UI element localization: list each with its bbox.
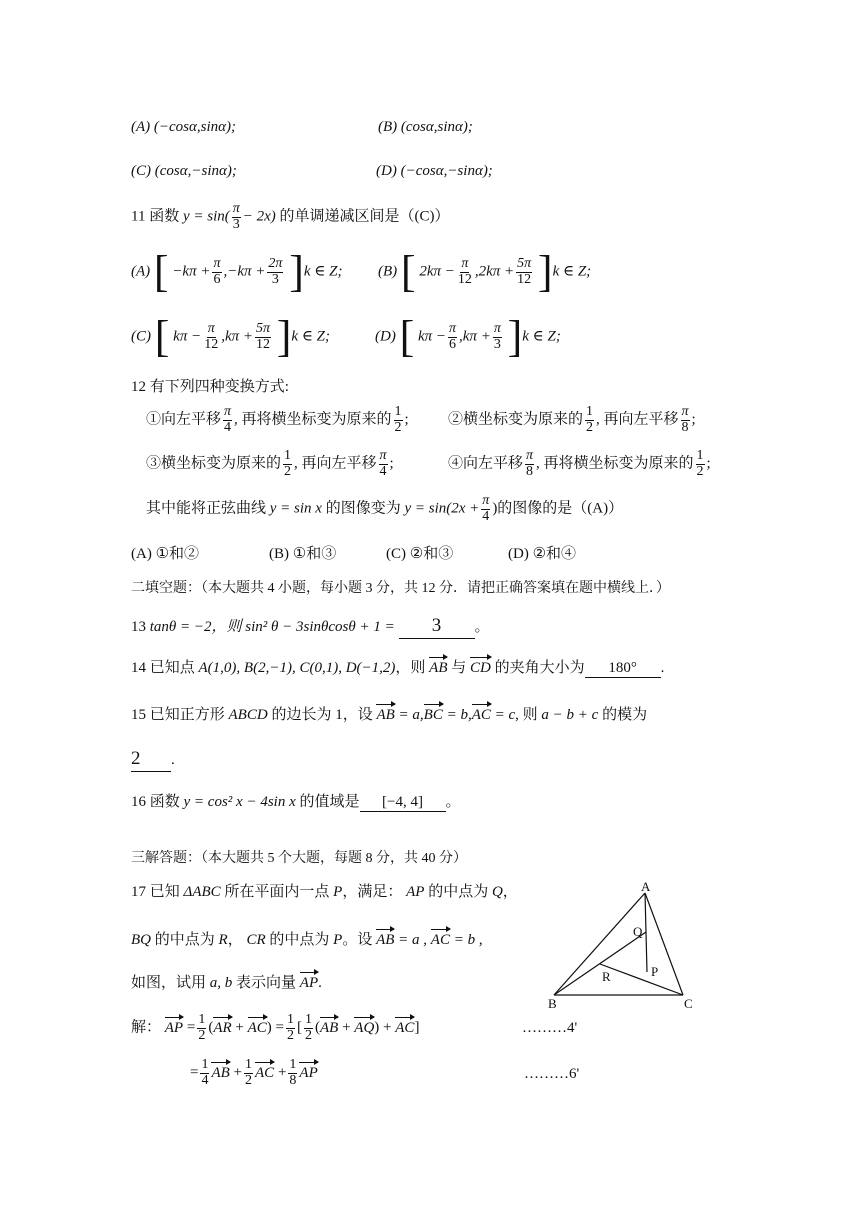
math-expr: + (235, 1019, 244, 1036)
q12-title: 12 有下列四种变换方式: (131, 379, 289, 395)
answer-blank: [−4, 4] (360, 793, 446, 812)
question-text: 的单调递减区间是（(C)） (279, 208, 450, 225)
math-expr: − 2x) (242, 208, 276, 225)
q12-stem (146, 494, 623, 524)
numerator: 1 (394, 404, 402, 419)
fraction (244, 1058, 253, 1088)
q12-way-1 (146, 405, 409, 435)
math-expr: ] (414, 1019, 420, 1036)
section-2-heading: 二填空题：（本大题共 4 小题，每小题 3 分，共 12 分．请把正确答案填在题中横线上．） (131, 581, 670, 596)
question-text: 表示向量 (236, 975, 297, 991)
label-r: R (602, 969, 611, 984)
label-a: A (641, 880, 651, 894)
punctuation: . (171, 752, 175, 768)
fraction (197, 1013, 206, 1043)
fraction (696, 449, 705, 479)
q13 (131, 615, 490, 639)
fraction (394, 405, 403, 435)
segment-cr (600, 964, 683, 995)
vector: AP (164, 1019, 184, 1036)
math-expr: sin² θ − 3sinθcosθ + 1 = (245, 619, 395, 635)
q17-solution-line-2 (190, 1058, 318, 1088)
q16 (131, 793, 461, 812)
way-text: , 再将横坐标变为原来的 (234, 411, 392, 428)
q12-way-4 (448, 449, 711, 479)
math-expr: kπ − (173, 328, 202, 345)
vector: AB (429, 660, 448, 676)
question-text: 的中点为 (428, 884, 489, 900)
math-expr: ) = (266, 1019, 284, 1036)
fraction (457, 257, 473, 287)
q17-line-2 (131, 931, 483, 949)
math-expr: k ∈ Z; (303, 263, 343, 280)
fraction (232, 202, 241, 232)
math-expr: ,−kπ + (223, 263, 266, 280)
q11-option-a (131, 247, 343, 296)
question-text: 其中能将正弦曲线 (146, 500, 267, 517)
question-text: 与 (451, 660, 467, 676)
label-p: P (651, 964, 659, 979)
vector: CD (470, 660, 491, 676)
q12-way-3 (146, 449, 394, 479)
math-expr: y = sin(2x + (404, 500, 480, 517)
denominator: 8 (526, 463, 534, 479)
vector: AC (471, 707, 491, 723)
question-text: 的边长为 1，设 (271, 707, 373, 723)
numerator: π (681, 404, 689, 419)
q10-option-b (378, 118, 473, 136)
denominator: 6 (449, 336, 457, 352)
side-ab (554, 893, 645, 995)
math-expr: Q (491, 884, 503, 900)
vector: AP (299, 1064, 318, 1081)
math-expr: y = sin x (269, 500, 322, 517)
numerator: 1 (287, 1012, 294, 1027)
question-number: 13 (131, 619, 146, 635)
option-label: (B) (378, 119, 398, 135)
fraction (200, 1058, 209, 1088)
option-label: (D) (376, 163, 397, 179)
question-text: 15 已知正方形 (131, 707, 225, 723)
question-text: 的图像变为 (325, 500, 401, 517)
numerator: 2π (268, 255, 283, 271)
question-text: 16 函数 (131, 794, 180, 810)
way-text: , 再向左平移 (596, 411, 679, 428)
denominator: 2 (284, 463, 292, 479)
side-ac (645, 893, 683, 995)
question-text: )的图像的是（(A)） (492, 500, 624, 517)
denominator: 3 (271, 271, 279, 287)
math-expr: kπ − (417, 328, 447, 345)
math-expr: ,2kπ + (474, 263, 515, 280)
math-expr: = a, (398, 707, 424, 723)
math-expr: = (190, 1064, 199, 1081)
denominator: 4 (482, 508, 490, 524)
math-expr: + (233, 1064, 243, 1081)
denominator: 8 (289, 1072, 297, 1088)
math-expr: [ (297, 1019, 302, 1036)
segment-bq (554, 932, 646, 995)
q12-way-2 (448, 405, 696, 435)
fraction (481, 494, 490, 524)
label-q: Q (633, 924, 643, 939)
fraction (283, 449, 292, 479)
way-text: , 再向左平移 (294, 455, 377, 472)
fraction (288, 1058, 297, 1088)
vector: AC (247, 1019, 267, 1036)
way-text: ; (691, 411, 696, 428)
vector: AP (299, 975, 319, 991)
fraction (203, 322, 219, 352)
math-expr: ) + (374, 1019, 392, 1036)
math-expr: CR (246, 932, 266, 948)
fraction (223, 405, 232, 435)
option-a: (A) ①和② (131, 546, 200, 562)
numerator: 5π (256, 320, 271, 336)
q10-option-c (131, 162, 237, 180)
numerator: π (461, 255, 469, 271)
left-bracket: [ (399, 312, 415, 361)
right-bracket: ] (289, 247, 304, 296)
q17-line-1 (131, 883, 518, 901)
denominator: 2 (394, 419, 402, 435)
math-expr: ( (315, 1019, 320, 1036)
math-expr: ΔABC (183, 884, 221, 900)
question-text: 的夹角大小为 (494, 660, 585, 676)
vector: AB (376, 932, 395, 948)
option-label: (A) (131, 263, 151, 280)
numerator: 1 (289, 1057, 297, 1072)
fraction (304, 1013, 313, 1043)
denominator: 2 (287, 1027, 294, 1043)
left-bracket: [ (154, 312, 170, 361)
vector: BC (423, 707, 443, 723)
option-label: (D) (375, 328, 396, 345)
denominator: 12 (256, 336, 270, 352)
denominator: 4 (379, 463, 387, 479)
numerator: 1 (284, 448, 292, 463)
fraction (516, 257, 532, 287)
denominator: 8 (681, 419, 689, 435)
math-expr: + (342, 1019, 351, 1036)
numerator: π (213, 255, 221, 271)
math-expr: tanθ = −2，则 (149, 619, 242, 635)
right-bracket: ] (537, 247, 553, 296)
math-expr: ,kπ + (221, 328, 253, 345)
fraction (525, 449, 534, 479)
question-text: 14 已知点 (131, 660, 195, 676)
vector: AQ (354, 1019, 375, 1036)
fraction (681, 405, 690, 435)
option-text: (cosα,−sinα); (154, 163, 237, 179)
punctuation: 。 (474, 619, 490, 635)
left-bracket: [ (400, 247, 416, 296)
option-label: (C) (131, 328, 151, 345)
option-b: (B) ①和③ (269, 546, 337, 562)
math-expr: k ∈ Z; (552, 263, 592, 280)
numerator: π (224, 404, 232, 419)
math-expr: = c, (494, 707, 519, 723)
question-text: 所在平面内一点 (224, 884, 330, 900)
question-text: ， (502, 884, 518, 900)
math-expr: R (218, 932, 228, 948)
denominator: 2 (305, 1027, 312, 1043)
vector: AC (430, 932, 450, 948)
math-expr: ( (208, 1019, 214, 1036)
vector: AB (211, 1064, 230, 1081)
way-text: ④向左平移 (448, 455, 524, 472)
way-text: ③横坐标变为原来的 (146, 455, 282, 472)
punctuation: . (660, 660, 665, 676)
denominator: 3 (232, 216, 240, 232)
option-label: (B) (378, 263, 398, 280)
way-text: ①向左平移 (146, 411, 222, 428)
vector: AC (255, 1064, 275, 1081)
math-expr: y = cos² x − 4sin x (183, 794, 296, 810)
numerator: 1 (201, 1057, 209, 1072)
numerator: 5π (517, 255, 532, 271)
fraction (267, 257, 283, 287)
numerator: 1 (696, 448, 704, 463)
math-expr: A(1,0), B(2,−1), C(0,1), D(−1,2) (198, 660, 396, 676)
score-mark-4: ………4' (522, 1020, 578, 1036)
q17-line-3 (131, 974, 322, 992)
question-text: ， (227, 932, 243, 948)
left-bracket: [ (153, 247, 169, 296)
question-text: 17 已知 (131, 884, 180, 900)
numerator: π (482, 493, 490, 508)
math-expr: ABCD (228, 707, 268, 723)
q17-solution-line-1 (131, 1013, 419, 1043)
numerator: 1 (305, 1012, 312, 1027)
numerator: π (232, 201, 240, 216)
q11-option-c (131, 312, 331, 361)
fraction (448, 322, 457, 352)
math-expr: 2kπ − (419, 263, 455, 280)
math-expr: P (333, 932, 343, 948)
q10-option-a (131, 118, 236, 136)
q11-option-d (375, 312, 561, 361)
q11-option-b (378, 247, 592, 296)
question-text: 则 (522, 707, 538, 723)
math-expr: BQ (131, 932, 151, 948)
math-expr: = b, (446, 707, 472, 723)
question-text: 如图，试用 (131, 975, 207, 991)
option-text: (−cosα,−sinα); (400, 163, 493, 179)
q11-stem (131, 202, 450, 232)
question-text: ，满足： (342, 884, 403, 900)
question-text: 的中点为 (154, 932, 215, 948)
vector: AR (213, 1019, 232, 1036)
right-bracket: ] (507, 312, 523, 361)
numerator: 1 (198, 1012, 206, 1027)
numerator: π (207, 320, 215, 336)
option-text: (cosα,sinα); (400, 119, 473, 135)
math-expr: k ∈ Z; (291, 328, 331, 345)
numerator: π (379, 448, 387, 463)
denominator: 2 (696, 463, 704, 479)
numerator: 1 (586, 404, 594, 419)
q15-answer-line (131, 748, 175, 772)
numerator: π (493, 320, 501, 336)
denominator: 2 (586, 419, 594, 435)
option-label: (A) (131, 119, 151, 135)
fraction (493, 322, 502, 352)
fraction (212, 257, 221, 287)
numerator: π (449, 320, 457, 336)
way-text: ; (404, 411, 409, 428)
math-expr: a, b (209, 975, 233, 991)
denominator: 2 (198, 1027, 206, 1043)
denominator: 4 (224, 419, 232, 435)
question-text: ，则 (395, 660, 426, 676)
option-label: (C) (131, 163, 151, 179)
vector: AB (320, 1019, 339, 1036)
math-expr: AP (406, 884, 425, 900)
denominator: 12 (517, 271, 532, 287)
option-text: (−cosα,sinα); (153, 119, 237, 135)
numerator: 1 (245, 1057, 253, 1072)
answer-blank: 3 (399, 615, 475, 639)
label-c: C (684, 996, 693, 1010)
math-expr: = a , (398, 932, 428, 948)
question-text: 的模为 (602, 707, 648, 723)
option-d: (D) ②和④ (508, 546, 577, 562)
solution-label: 解： (131, 1019, 162, 1036)
answer-blank: 180° (585, 659, 661, 678)
fraction (255, 322, 271, 352)
way-text: ; (706, 455, 711, 472)
q15 (131, 706, 726, 724)
score-mark-6: ………6' (524, 1066, 580, 1082)
math-expr: k ∈ Z; (522, 328, 561, 345)
math-expr: y = sin( (182, 208, 230, 225)
vector: AC (395, 1019, 415, 1036)
fraction (286, 1013, 295, 1043)
denominator: 4 (201, 1072, 209, 1088)
punctuation: . (318, 975, 322, 991)
question-text: 11 函数 (131, 208, 180, 225)
math-expr: = b , (453, 932, 483, 948)
way-text: ②横坐标变为原来的 (448, 411, 584, 428)
triangle-figure (545, 880, 715, 1010)
question-text: 。设 (342, 932, 373, 948)
question-text: 的值域是 (299, 794, 360, 810)
math-expr: a − b + c (541, 707, 599, 723)
q10-option-d (376, 162, 493, 180)
question-text: 的中点为 (269, 932, 330, 948)
denominator: 12 (204, 336, 219, 352)
option-c: (C) ②和③ (386, 546, 454, 562)
right-bracket: ] (276, 312, 292, 361)
way-text: ; (389, 455, 394, 472)
math-expr: −kπ + (172, 263, 211, 280)
math-expr: P (333, 884, 343, 900)
math-expr: ,kπ + (459, 328, 491, 345)
denominator: 12 (457, 271, 472, 287)
fraction (585, 405, 594, 435)
math-expr: = (186, 1019, 196, 1036)
label-b: B (548, 996, 557, 1010)
denominator: 3 (493, 336, 501, 352)
way-text: , 再将横坐标变为原来的 (536, 455, 694, 472)
vector: AB (376, 707, 395, 723)
punctuation: 。 (445, 794, 461, 810)
math-expr: + (277, 1064, 287, 1081)
section-3-heading: 三解答题：（本大题共 5 个大题，每题 8 分，共 40 分） (131, 851, 467, 866)
denominator: 2 (245, 1072, 253, 1088)
denominator: 6 (213, 271, 221, 287)
answer-blank: 2 (131, 748, 171, 772)
q14 (131, 659, 664, 678)
fraction (379, 449, 388, 479)
numerator: π (526, 448, 534, 463)
